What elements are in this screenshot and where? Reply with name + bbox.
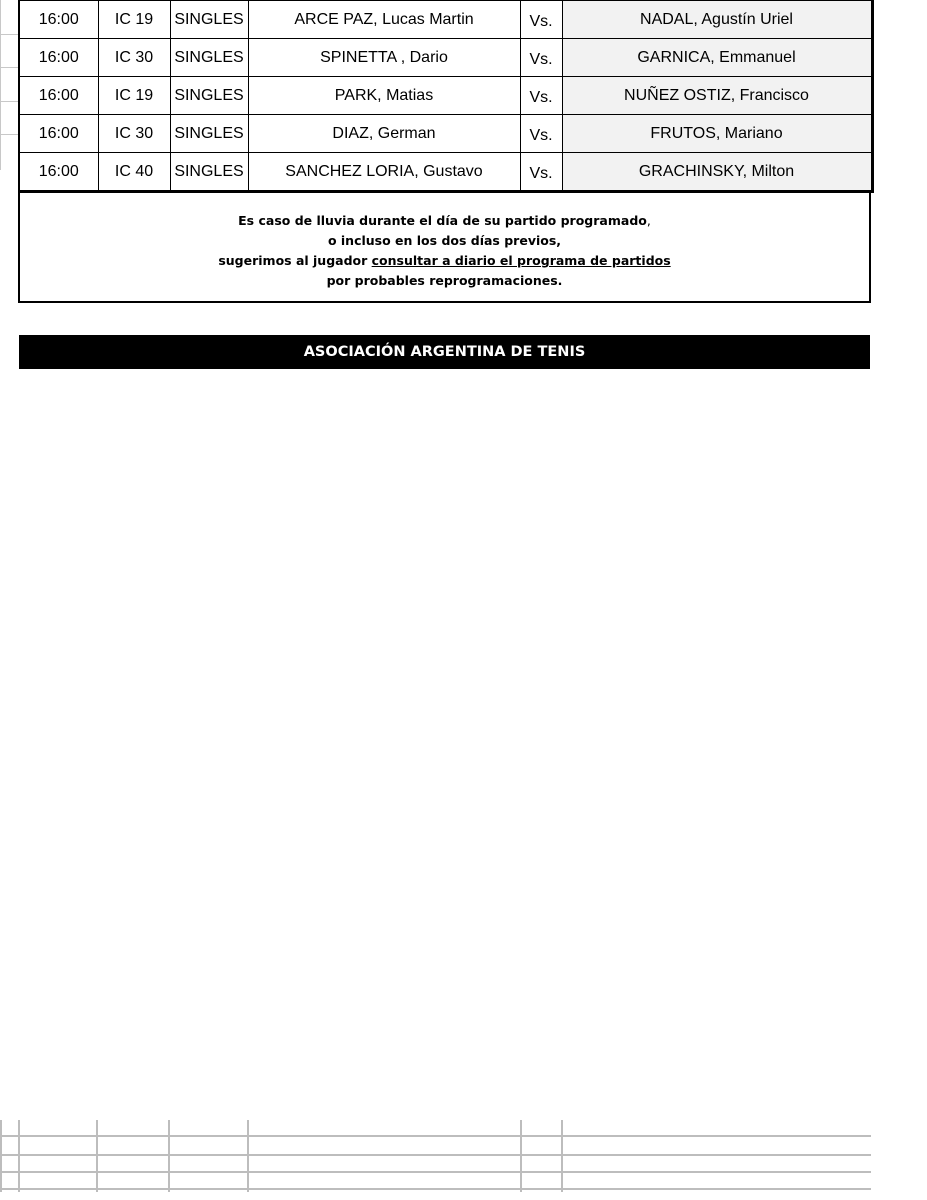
match-time: 16:00 xyxy=(19,77,98,115)
match-type: SINGLES xyxy=(170,115,248,153)
table-row xyxy=(19,153,872,192)
versus-label: Vs. xyxy=(520,153,562,192)
player-one: DIAZ, German xyxy=(248,115,520,153)
match-type: SINGLES xyxy=(170,153,248,192)
rain-notice-box xyxy=(18,190,871,303)
organization-footer-bar xyxy=(19,335,870,369)
match-category: IC 19 xyxy=(98,1,170,39)
versus-label: Vs. xyxy=(520,115,562,153)
player-two: NADAL, Agustín Uriel xyxy=(562,1,872,39)
match-category: IC 19 xyxy=(98,77,170,115)
match-type: SINGLES xyxy=(170,39,248,77)
match-time: 16:00 xyxy=(19,153,98,192)
player-two: GARNICA, Emmanuel xyxy=(562,39,872,77)
match-category: IC 40 xyxy=(98,153,170,192)
match-schedule-table xyxy=(18,0,874,193)
notice-line-3-underlined: consultar a diario el programa de partidos xyxy=(371,253,671,268)
match-time: 16:00 xyxy=(19,1,98,39)
player-one: SANCHEZ LORIA, Gustavo xyxy=(248,153,520,192)
organization-name: ASOCIACIÓN ARGENTINA DE TENIS xyxy=(303,344,586,360)
table-row xyxy=(19,1,872,39)
match-type: SINGLES xyxy=(170,1,248,39)
table-row xyxy=(19,77,872,115)
versus-label: Vs. xyxy=(520,77,562,115)
player-two: NUÑEZ OSTIZ, Francisco xyxy=(562,77,872,115)
notice-line-3 xyxy=(20,251,869,271)
bottom-gridlines xyxy=(0,1120,871,1200)
table-row xyxy=(19,39,872,77)
player-two: FRUTOS, Mariano xyxy=(562,115,872,153)
versus-label: Vs. xyxy=(520,39,562,77)
left-edge-gridlines xyxy=(0,0,18,170)
match-category: IC 30 xyxy=(98,39,170,77)
notice-line-1-comma: , xyxy=(646,213,651,228)
notice-line-4: por probables reprogramaciones. xyxy=(326,273,563,288)
player-two: GRACHINSKY, Milton xyxy=(562,153,872,192)
versus-label: Vs. xyxy=(520,1,562,39)
match-category: IC 30 xyxy=(98,115,170,153)
notice-line-3-prefix: sugerimos al jugador xyxy=(218,253,372,268)
notice-line-1-text: Es caso de lluvia durante el día de su partido programado xyxy=(238,213,647,228)
player-one: PARK, Matias xyxy=(248,77,520,115)
table-row xyxy=(19,115,872,153)
match-time: 16:00 xyxy=(19,39,98,77)
match-time: 16:00 xyxy=(19,115,98,153)
notice-line-2: o incluso en los dos días previos, xyxy=(327,233,562,248)
match-type: SINGLES xyxy=(170,77,248,115)
player-one: ARCE PAZ, Lucas Martin xyxy=(248,1,520,39)
notice-line-1 xyxy=(20,211,869,231)
player-one: SPINETTA , Dario xyxy=(248,39,520,77)
